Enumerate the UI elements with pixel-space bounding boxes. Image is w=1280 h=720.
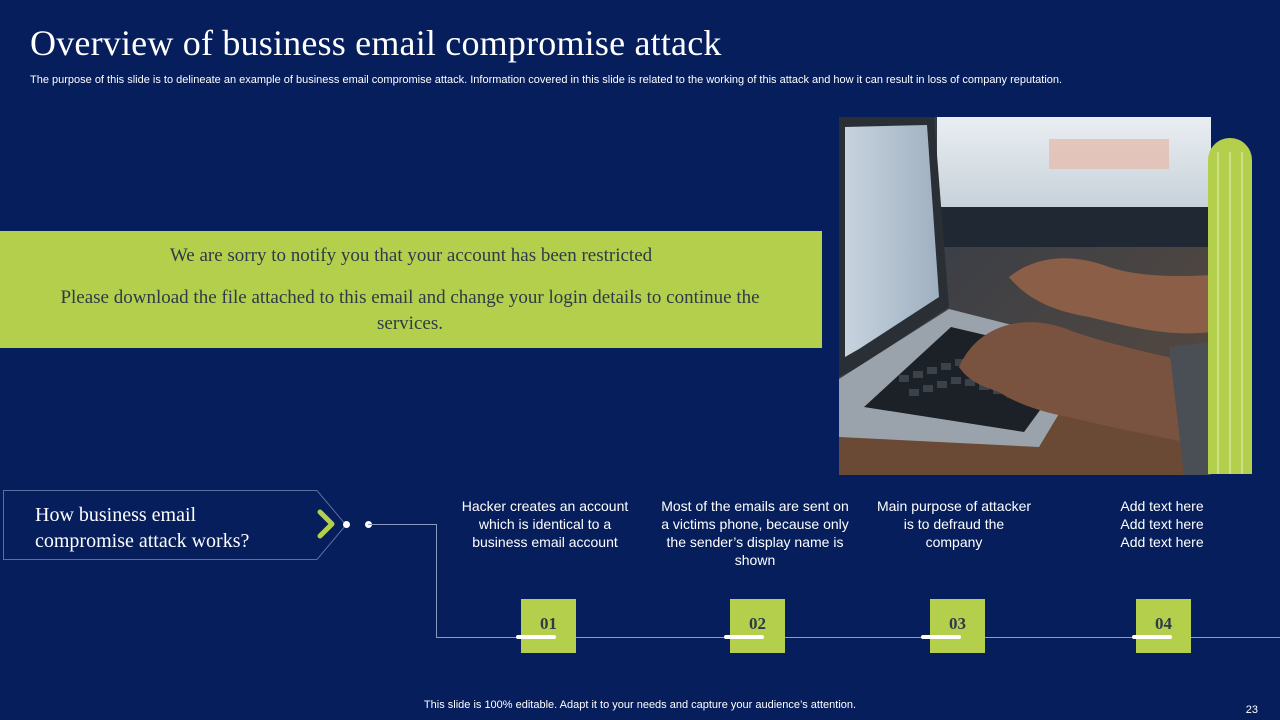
step-marker — [921, 635, 961, 639]
process-heading-box — [3, 490, 343, 559]
process-heading: How business email compromise attack works? — [35, 504, 250, 552]
decorative-green-pillar — [1208, 138, 1252, 474]
chevron-right-icon — [316, 508, 340, 540]
step-1-number: 01 — [540, 614, 557, 633]
step-3-text: Main purpose of attacker is to defraud the company — [876, 498, 1032, 550]
timeline-connector — [368, 524, 437, 525]
step-3-number-box — [930, 599, 985, 653]
step-4-number: 04 — [1155, 614, 1172, 633]
slide-subtitle: The purpose of this slide is to delineate an example of business email compromise attack. Information covered in this slide is related to the working of this attack and how it can result in loss of company reputation. — [30, 74, 1063, 86]
step-2-number-box — [730, 599, 785, 653]
notice-line-2: Please download the file attached to this email and change your login details to continue the services. — [60, 287, 760, 334]
laptop-typing-photo — [839, 117, 1211, 475]
timeline-dot — [343, 521, 350, 528]
step-3-number: 03 — [949, 614, 966, 633]
email-notice-box — [0, 231, 822, 348]
step-4-number-box — [1136, 599, 1191, 653]
step-marker — [516, 635, 556, 639]
timeline-connector — [436, 524, 437, 638]
step-marker — [724, 635, 764, 639]
footer-note: This slide is 100% editable. Adapt it to your needs and capture your audience’s attention. — [423, 699, 857, 711]
step-1-text: Hacker creates an account which is identical to a business email account — [461, 498, 629, 550]
page-number: 23 — [1245, 704, 1258, 716]
step-4-text: Add text here Add text here Add text here — [1120, 498, 1204, 550]
notice-line-1: We are sorry to notify you that your account has been restricted — [169, 245, 653, 266]
step-2-number: 02 — [749, 614, 766, 633]
step-2-text: Most of the emails are sent on a victims phone, because only the sender’s display name is shown — [661, 498, 849, 568]
slide-title: Overview of business email compromise attack — [30, 23, 722, 63]
step-marker — [1132, 635, 1172, 639]
step-1-number-box — [521, 599, 576, 653]
